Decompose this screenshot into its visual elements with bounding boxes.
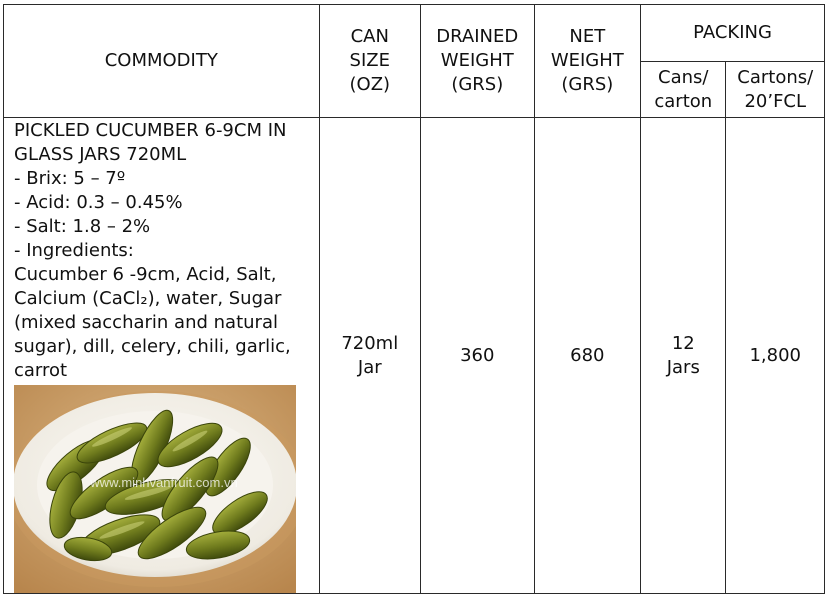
description-line: carrot — [14, 360, 68, 381]
product-spec-table — [3, 4, 825, 594]
header-can-size: CAN SIZE (OZ) — [319, 5, 420, 118]
image-watermark: www.minhvanfruit.com.vn — [90, 475, 238, 490]
header-commodity: COMMODITY — [4, 5, 320, 118]
header-cartons-per-fcl: Cartons/ 20’FCL — [726, 62, 825, 118]
description-line: PICKLED CUCUMBER 6-9CM IN — [14, 120, 287, 141]
header-net-weight: NET WEIGHT (GRS) — [534, 5, 641, 118]
cartons-per-fcl-value: 1,800 — [726, 118, 825, 594]
description-line: (mixed saccharin and natural — [14, 312, 278, 333]
cans-per-carton-value: 12 Jars — [641, 118, 726, 594]
header-cans-per-carton: Cans/ carton — [641, 62, 726, 118]
description-line: - Acid: 0.3 – 0.45% — [14, 192, 183, 213]
description-line: - Ingredients: — [14, 240, 134, 261]
description-line: sugar), dill, celery, chili, garlic, — [14, 336, 291, 357]
description-line: GLASS JARS 720ML — [14, 144, 187, 165]
description-line: - Salt: 1.8 – 2% — [14, 216, 151, 237]
pickled-cucumber-photo — [14, 385, 296, 593]
description-line: - Brix: 5 – 7º — [14, 168, 126, 189]
drained-weight-value: 360 — [421, 118, 535, 594]
net-weight-value: 680 — [534, 118, 641, 594]
commodity-description — [4, 118, 320, 594]
header-packing: PACKING — [641, 5, 825, 62]
can-size-value: 720ml Jar — [319, 118, 420, 594]
header-drained-weight: DRAINED WEIGHT (GRS) — [421, 5, 535, 118]
description-line: Cucumber 6 -9cm, Acid, Salt, — [14, 264, 277, 285]
description-line: Calcium (CaCl₂), water, Sugar — [14, 288, 282, 309]
